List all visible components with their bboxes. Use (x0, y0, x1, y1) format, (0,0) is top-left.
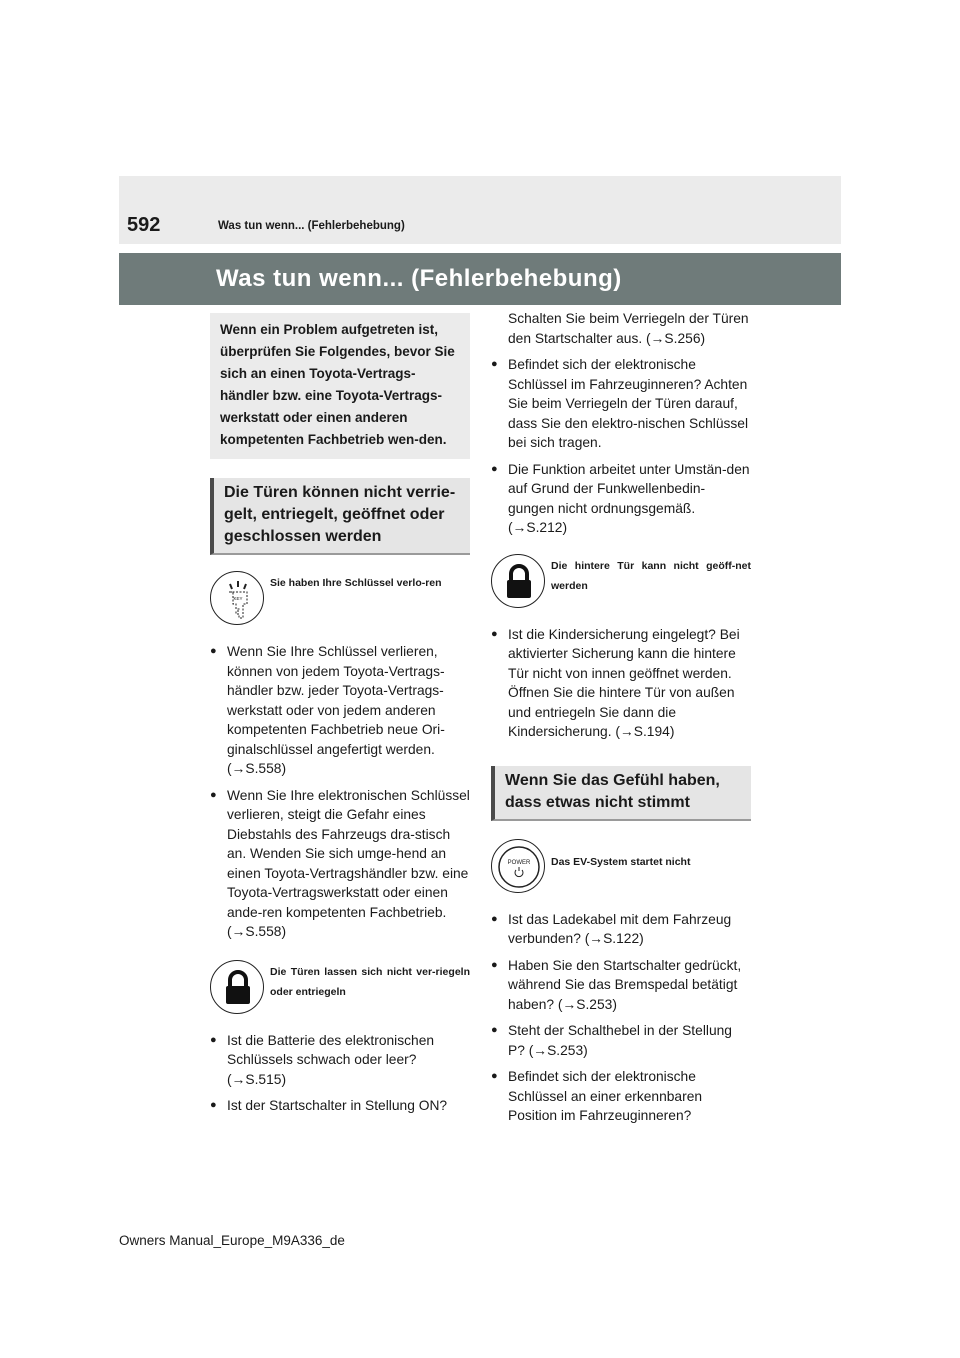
right-column (491, 309, 751, 1126)
list-item: ● Befindet sich der elektronische Schlüssel an einer erkennbaren Position im Fahrzeuginneren? (491, 1067, 751, 1126)
padlock-icon (210, 960, 264, 1014)
subsection-caption: Die Türen lassen sich nicht ver-riegeln oder entriegeln (270, 965, 470, 998)
list-item: ● Haben Sie den Startschalter gedrückt, während Sie das Bremspedal betätigt haben? (→S.253) (491, 956, 751, 1015)
header-band (119, 176, 841, 244)
lost-key-icon (210, 571, 264, 625)
svg-text:KEY: KEY (233, 596, 243, 601)
subsection-caption: Das EV-System startet nicht (551, 855, 691, 868)
list-item: ● Befindet sich der elektronische Schlüssel im Fahrzeuginneren? Achten Sie beim Verriegeln der Türen darauf, dass Sie den elektro-nischen Schlüssel bei sich tragen. (491, 355, 751, 453)
running-title: Was tun wenn... (Fehlerbehebung) (218, 220, 405, 232)
subsection-ev-system (491, 835, 751, 903)
bullet-list-lock-continued (491, 355, 751, 538)
subsection-rear-door (491, 550, 751, 618)
footer: Owners Manual_Europe_M9A336_de (119, 1233, 345, 1248)
intro-box: Wenn ein Problem aufgetreten ist, überprüfen Sie Folgendes, bevor Sie sich an einen Toyota-Vertrags-händler bzw. eine Toyota-Vertrags-werkstatt oder einen anderen kompetenten Fachbetrieb wen-den. (210, 313, 470, 459)
power-button-label: POWER (507, 859, 531, 866)
page-number: 592 (127, 214, 161, 236)
bullet-list-rear-door (491, 625, 751, 742)
padlock-icon (491, 554, 545, 608)
title-bar (119, 253, 841, 305)
list-item-continuation: Schalten Sie beim Verriegeln der Türen den Startschalter aus. (→S.256) (508, 311, 749, 346)
list-item: ● Wenn Sie Ihre Schlüssel verlieren, können von jedem Toyota-Vertrags-händler bzw. jeder Toyota-Vertrags-werkstatt oder von jedem anderen kompetenten Fachbetrieb neue Ori-ginalschlüssel angefertigt werden. (→S.558) (210, 642, 470, 779)
list-item: ● Wenn Sie Ihre elektronischen Schlüssel verlieren, steigt die Gefahr eines Diebstahls des Fahrzeugs dra-stisch an. Wenden Sie sich umge-hend an einen Toyota-Vertragshändler bzw. eine Toyota-Vertragswerkstatt oder einen ande-ren kompetenten Fachbetrieb. (→S.558) (210, 786, 470, 942)
subsection-lock (210, 956, 470, 1024)
bullet-list-ev (491, 910, 751, 1126)
list-item: ● Ist die Kindersicherung eingelegt? Bei aktivierter Sicherung kann die hintere Tür nicht von innen geöffnet werden. Öffnen Sie die hintere Tür von außen und entriegeln Sie dann die Kindersicherung. (→S.194) (491, 625, 751, 742)
list-item: ● Ist die Batterie des elektronischen Schlüssels schwach oder leer? (→S.515) (210, 1031, 470, 1090)
bullet-list-lost-keys (210, 642, 470, 942)
left-column (210, 313, 470, 1116)
subsection-lost-keys (210, 567, 470, 635)
page-title: Was tun wenn... (Fehlerbehebung) (216, 265, 622, 292)
power-button-icon (491, 839, 545, 893)
list-item: ● Die Funktion arbeitet unter Umstän-den auf Grund der Funkwellenbedin-gungen nicht ordnungsgemäß. (→S.212) (491, 460, 751, 538)
bullet-list-lock (210, 1031, 470, 1116)
list-item: ● Ist der Startschalter in Stellung ON? (210, 1096, 470, 1116)
section-heading-feeling: Wenn Sie das Gefühl haben, dass etwas nicht stimmt (491, 766, 751, 821)
section-heading-doors: Die Türen können nicht verrie-gelt, entriegelt, geöffnet oder geschlossen werden (210, 478, 470, 555)
list-item: ● Ist das Ladekabel mit dem Fahrzeug verbunden? (→S.122) (491, 910, 751, 949)
subsection-caption: Die hintere Tür kann nicht geöff-net werden (551, 559, 751, 592)
list-item: ● Steht der Schalthebel in der Stellung P? (→S.253) (491, 1021, 751, 1060)
subsection-caption: Sie haben Ihre Schlüssel verlo-ren (270, 577, 442, 589)
